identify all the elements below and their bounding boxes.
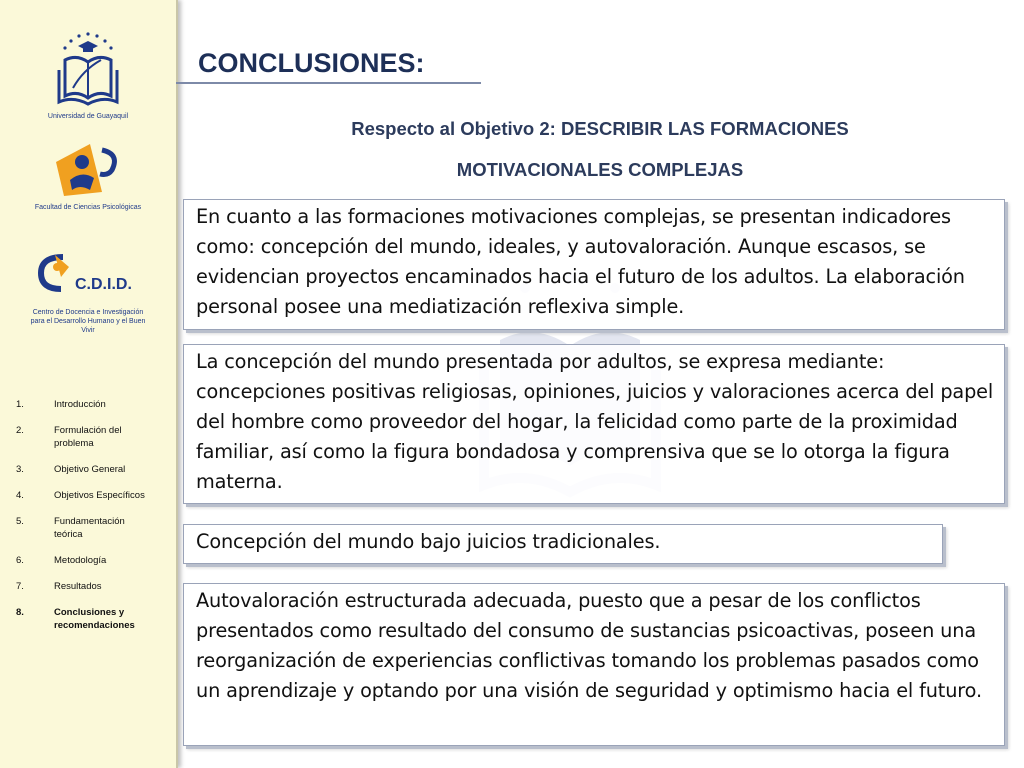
faculty-caption: Facultad de Ciencias Psicológicas bbox=[34, 204, 142, 211]
objective-heading bbox=[230, 108, 970, 190]
nav-label: Conclusiones y recomendaciones bbox=[54, 607, 135, 631]
nav-number: 5. bbox=[16, 516, 24, 527]
cdid-wordmark: C.D.I.D. bbox=[75, 276, 132, 293]
nav-label: Objetivo General bbox=[54, 464, 126, 475]
faculty-logo bbox=[0, 140, 176, 203]
university-logo bbox=[0, 30, 176, 111]
conclusion-box-2: La concepción del mundo presentada por adultos, se expresa mediante: concepciones positivas religiosas, opiniones, juicios y valoraciones acerca del papel del hombre como proveedor del hogar, la felicidad como parte de la proximidad familiar, así como la figura bondadosa y comprensiva que se lo otorga la figura materna. bbox=[183, 344, 1005, 504]
cdid-logo-icon bbox=[33, 247, 143, 297]
nav-number: 2. bbox=[16, 425, 24, 436]
nav-label: Objetivos Específicos bbox=[54, 490, 145, 501]
conclusion-box-3: Concepción del mundo bajo juicios tradicionales. bbox=[183, 524, 943, 564]
nav-item-objetivo-general[interactable] bbox=[16, 463, 166, 476]
nav-number: 1. bbox=[16, 399, 24, 410]
cdid-logo bbox=[0, 247, 176, 302]
university-book-icon bbox=[53, 30, 123, 106]
nav-label: Metodología bbox=[54, 555, 107, 566]
title-underline bbox=[176, 82, 481, 84]
section-nav bbox=[16, 398, 166, 645]
psychology-faculty-icon bbox=[50, 140, 126, 198]
objective-heading-line2: MOTIVACIONALES COMPLEJAS bbox=[456, 159, 744, 180]
nav-label: Introducción bbox=[54, 399, 106, 410]
nav-item-formulacion[interactable] bbox=[16, 424, 166, 450]
nav-item-conclusiones[interactable] bbox=[16, 606, 166, 632]
cdid-caption: Centro de Docencia e Investigación para el Desarrollo Humano y el Buen Vivir bbox=[30, 309, 146, 334]
objective-heading-line1: Respecto al Objetivo 2: DESCRIBIR LAS FORMACIONES bbox=[351, 118, 849, 139]
nav-label: Formulación del problema bbox=[54, 425, 122, 449]
nav-number: 4. bbox=[16, 490, 24, 501]
sidebar bbox=[0, 0, 178, 768]
nav-number: 7. bbox=[16, 581, 24, 592]
nav-number: 6. bbox=[16, 555, 24, 566]
page-title: CONCLUSIONES: bbox=[198, 48, 425, 78]
nav-label: Resultados bbox=[54, 581, 102, 592]
nav-item-introduccion[interactable] bbox=[16, 398, 166, 411]
nav-item-resultados[interactable] bbox=[16, 580, 166, 593]
nav-item-objetivos-especificos[interactable] bbox=[16, 489, 166, 502]
university-caption: Universidad de Guayaquil bbox=[47, 113, 129, 120]
nav-item-fundamentacion[interactable] bbox=[16, 515, 166, 541]
conclusion-box-1: En cuanto a las formaciones motivaciones complejas, se presentan indicadores como: concepción del mundo, ideales, y autovaloración. Aunque escasos, se evidencian proyectos encaminados hacia el futuro de los adultos. La elaboración personal posee una mediatización reflexiva simple. bbox=[183, 199, 1005, 330]
nav-number: 3. bbox=[16, 464, 24, 475]
nav-item-metodologia[interactable] bbox=[16, 554, 166, 567]
conclusion-box-4: Autovaloración estructurada adecuada, puesto que a pesar de los conflictos presentados como resultado del consumo de sustancias psicoactivas, poseen una reorganización de experiencias conflictivas tomando los problemas pasados como un aprendizaje y optando por una visión de seguridad y optimismo hacia el futuro. bbox=[183, 583, 1005, 746]
nav-label: Fundamentación teórica bbox=[54, 516, 125, 540]
nav-number: 8. bbox=[16, 607, 24, 618]
